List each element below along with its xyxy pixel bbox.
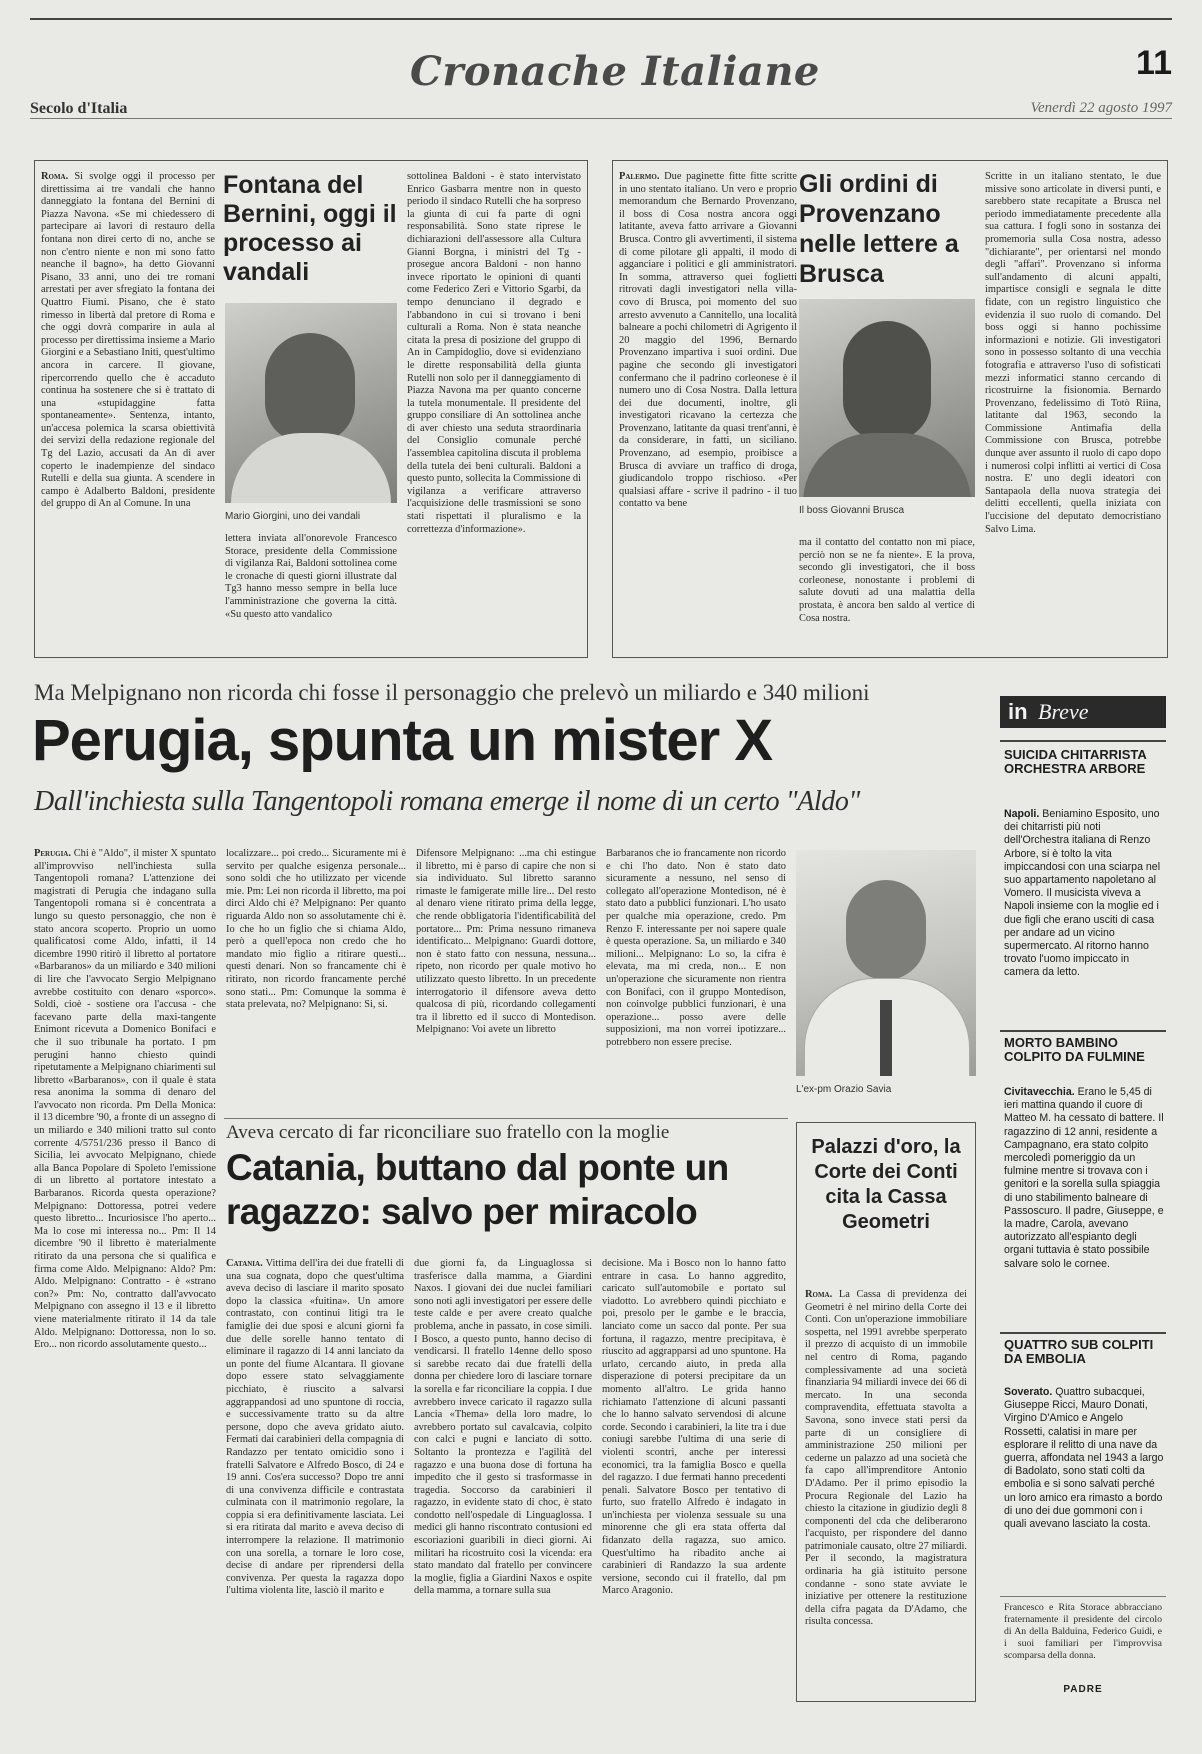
palazzi-col-text: La Cassa di previdenza dei Geometri è nel mirino della Corte dei Conti. Con un'operazione immobiliare sospetta, nel 1991 avrebbe sperperato il prezzo di acquisto di un immobile nel centro di Roma, pagando complessivamente ad una società finanziaria 94 miliardi invece dei 66 di mercato. In una seconda compravendita, effettuata stavolta a Savona, sono invece stati persi da parte di un consigliere di amministrazione 250 milioni per cederne un palazzo ad una società che fa capo all'imprenditore Antonio D'Adamo. Per il primo episodio la Procura Regionale del Lazio ha chiesto la citazione in giudizio degli 8 componenti del cda che deliberarono l'acquisto, per rispondere del danno patrimoniale causato, oltre 27 miliardi. Per il secondo, la magistratura ordinaria ha già istituito persone condanne - sono state avviate le iniziative per ottenere la restituzione della cifra pagata da D'Adamo, che risulta concessa. xyxy=(805,1289,967,1628)
page-header xyxy=(30,18,1172,118)
brief2-text xyxy=(1004,1086,1164,1336)
place-catania: Catania. xyxy=(226,1258,263,1269)
fontana-col1 xyxy=(41,171,215,651)
brief1-body: Beniamino Esposito, uno dei chitarristi più noti dell'Orchestra italiana di Renzo Arbore, si è tolto la vita impiccandosi con una sciarpa nel suo appartamento napoletano al Vomero. Il musicista viveva a Napoli insieme con la moglie ed i due figli che erano usciti di casa per andare ad un vicino supermercato. Al ritorno hanno trovato l'uomo impiccato in camera da letto. xyxy=(1004,808,1161,979)
perugia-col1-text: Chi è "Aldo", il mister X spuntato all'improvviso nell'inchiesta sulla Tangentopoli romana? L'attenzione dei magistrati di Perugia che indagano sulla Tangentopoli romana si è concentrata a lungo su questo personaggio, che non è stato ancora scoperto. Proprio un uomo qualificatosi come Aldo, infatti, il 14 dicembre 1990 ritirò il libretto al portatore «Barbaranos» da un miliardo e 340 milioni di lire che l'avvocato Sergio Melpignano avrebbe costituito con denaro «sporco». Soldi, cioè - sostiene ora l'accusa - che facevano parte della maxi-tangente Enimont ricevuta a Domenico Bonifaci e che il suo tribunale ha portato. I pm perugini hanno chiesto quindi ripetutamente a Melpignano chiarimenti sul libretto «Barbaranos», con il quale è stata resa anonima la somma di denaro del l'avvocato non ricorda. Pm Della Monica: il 13 dicembre '90, a fronte di un assegno di un miliardo e 340 milioni tratto sul conto corrente 4/5751/236 presso il Banco di Sicilia, lei avvocato Melpignano, chiede alla Banca Popolare di Spoleto l'emissione di un libretto al portatore intestato a Barbaranos. Ricorda questa operazione? Melpignano: Dottoressa, potrei vedere questo libretto... Incuriosisce l'ho aperto... Ma lo cose mi interessa no... Pm: Il 14 dicembre '90 il libretto è materialmente ritirato da una persona che si qualifica e firma come Aldo. Melpignano: Aldo? Pm: Aldo. Melpignano: Contratto - è «strano con?» Pm: No, contratto dall'avvocato Melpignano con assegno il 13 e il libretto viene materialmente ritirato il 14 da tale Aldo. Melpignano: Dottoressa, non lo so. Ero... non ricordo assolutamente questo... xyxy=(34,848,216,1351)
provenzano-headline: Gli ordini di Provenzano nelle lettere a Brusca xyxy=(799,170,959,288)
palazzi-headline: Palazzi d'oro, la Corte dei Conti cita la Cassa Geometri xyxy=(811,1136,961,1233)
fontana-col2b-text: lettera inviata all'onorevole Francesco Storace, presidente della Commissione di vigilanza Rai, Baldoni sottolinea come le cronache di questi giorni illustrate dal Tg3 hanno messo sempre in bella luce l'amministrazione che governa la città. «Su questo atto vandalico xyxy=(225,533,397,620)
section-title: Cronache Italiane xyxy=(410,48,820,95)
place-roma: Roma. xyxy=(41,171,69,182)
in-breve-banner xyxy=(1000,696,1166,728)
brief3-body: Quattro subacquei, Giuseppe Ricci, Mauro Donati, Virgino D'Amico e Angelo Rossetti, calatisi in mare per esplorare il relitto di una nave da guerra, affondata nel 1943 a largo di Badolato, sono stati colti da embolia e si sono salvati perché un loro amico era rimasto a bordo di uno dei due gommoni con i quali avevano lasciato la costa. xyxy=(1004,1386,1164,1531)
brief3-text xyxy=(1004,1386,1164,1566)
catania-kicker: Aveva cercato di far riconciliare suo fratello con la moglie xyxy=(226,1122,670,1143)
brief2-body: Erano le 5,45 di ieri mattina quando il cuore di Matteo M. ha cessato di battere. Il ragazzino di 12 anni, residente a Campagnano, era stato colpito mercoledì pomeriggio da un fulmine mentre si trovava con i genitori e la sorella sulla spiaggia di uno stabilimento balneare di Passoscuro. Il padre, Giuseppe, e la madre, Carola, avevano autorizzato all'espianto degli organi tuttavia è stato possibile salvare solo le cornee. xyxy=(1004,1086,1164,1270)
in-breve-title-breve: Breve xyxy=(1038,699,1089,724)
catania-col1 xyxy=(226,1258,404,1698)
perugia-caption: L'ex-pm Orazio Savia xyxy=(796,1084,892,1095)
savia-photo xyxy=(796,850,976,1076)
perugia-col1 xyxy=(34,848,216,1698)
perugia-headline: Perugia, spunta un mister X xyxy=(32,708,773,773)
header-bottom-rule xyxy=(30,118,1172,119)
portrait-silhouette xyxy=(265,333,355,443)
perugia-col3-text: Difensore Melpignano: ...ma chi estingue il libretto, mi è parso di capire che non si sia individuato. Sul libretto saranno rimaste le famigerate mille lire... Del resto al denaro viene ritirato prima della legge, che rende obbligatoria l'identificabilità del portatore... Pm: Prima nessuno rimaneva identificato... Melpignano: Guardi dottore, non è stato fatto con nessuna, nessuna... ripeto, non ricordo per quale motivo ho utilizzato questo libretto. In un precedente interrogatorio il difensore aveva detto qualcosa di più, ricordando collegamenti tra il libretto ed il succo di Montedison. Melpignano: Voi avete un libretto xyxy=(416,848,596,1036)
perugia-kicker: Ma Melpignano non ricorda chi fosse il personaggio che prelevò un miliardo e 340 milioni xyxy=(34,680,870,705)
giorgini-photo xyxy=(225,303,397,503)
condolence-rule xyxy=(1000,1596,1166,1597)
fontana-col2b xyxy=(225,533,397,649)
fontana-col1-text: Si svolge oggi il processo per direttissima ai tre vandali che hanno danneggiato la fontana del Bernini di Piazza Navona. «Se mi chiedessero di partecipare ai lavori di restauro della fontana non direi certo di no, anche se non c'entro niente e non mi sono fatto neanche il bagno», ha detto Giovanni Pisano, 33 anni, uno dei tre romani arrestati per aver sfregiato la fontana dei Quattro Fiumi. Pisano, che è stato rimesso in libertà dal pretore di Roma e che oggi dovrà comparire in aula al processo per direttissima insieme a Mario Giorgini e a Sebastiano Initi, quest'ultimo ancora in carcere. Il giovane, ripercorrendo quello che è accaduto continua ha sostenere che si è trattato di una «stupidaggine fatta spontaneamente». Sentenza, intanto, un'accesa polemica la scarsa obiettività dei servizi della redazione regionale del Tg del Lazio, accusati da An di aver coperto le inadempienze del sindaco Rutelli e della sua giunta. A scendere in campo è Adalberto Baldoni, presidente del gruppo di An al Comune. In una xyxy=(41,171,215,510)
fontana-article-box xyxy=(34,160,588,658)
fontana-col2 xyxy=(407,171,581,651)
palazzi-col xyxy=(805,1289,967,1693)
place-perugia: Perugia. xyxy=(34,848,71,859)
perugia-col2 xyxy=(226,848,406,1093)
newspaper-name: Secolo d'Italia xyxy=(30,100,128,117)
catania-col1-text: Vittima dell'ira dei due fratelli di una sua cognata, dopo che quest'ultima aveva deciso di lasciare il marito sposato dopo la classica «fuitina». Un amore contrastato, con continui litigi tra le famiglie dei due sposi e alcuni giorni fa due delle sorelle hanno tentato di eliminare il ragazzo di 14 anni lanciato da un ponte del fiume Alcantara. Il giovane dopo essere stato selvaggiamente picchiato, è riuscito a salvarsi aggrappandosi ad uno spuntone di roccia, e successivamente tratto su da altre persone, dopo che aveva gridato aiuto. Fermati dai carabinieri della compagnia di Randazzo per tentato omicidio sono i fratelli Salvatore e Alfredo Bosco, di 24 e 19 anni. Cos'era successo? Dopo tre anni di una convivenza difficile e contrastata culminata con il matrimonio regolare, la coppia si era definitivamente lasciata. Lei si era ritirata dal marito e aveva deciso di interrompere la relazione. Il matrimonio con una sorella, a tornare le loro cose, decise di andare per riprendersi della convivenza. Per questa la ragazza dopo l'ultima violenta lite, lasciò il marito e xyxy=(226,1258,404,1597)
brief2-headline: MORTO BAMBINO COLPITO DA FULMINE xyxy=(1004,1035,1145,1064)
brief3-rule xyxy=(1000,1332,1166,1334)
issue-date: Venerdì 22 agosto 1997 xyxy=(1030,100,1172,116)
brief1-rule xyxy=(1000,740,1166,742)
catania-col2-text: due giorni fa, da Linguaglossa si trasferisce dalla mamma, a Giardini Naxos. I giovani dei due nuclei familiari sono noti agli investigatori per essere delle teste calde e per avere creato qualche problema, anche in passato, in cose simili. I Bosco, a questo punto, hanno deciso di vendicarsi. Il fratello 14enne dello sposo si sarebbe recato dai due fratelli della donna per chiedere loro di lasciare tornare la sorella e far riconciliare la coppia. I due avrebbero invece caricato il ragazzo sulla Lancia «Thema» della loro madre, lo avrebbero portato sul cavalcavia, colpito con calci e pugni e lanciato di sotto. Soltanto la prontezza e l'agilità del ragazzo e una buona dose di fortuna ha impedito che il gesto si trasformasse in tragedia. Soccorso da carabinieri il ragazzo, in evidente stato di choc, è stato condotto nell'ospedale di Linguaglossa. I medici gli hanno riscontrato contusioni ed escoriazioni guaribili in dieci giorni. Ai militari ha ricostruito così la vicenda: era stato mandato dal fratello per convincere la moglie, figlia a Giardini Naxos e ospite della mamma, a tornare sulla sua xyxy=(414,1258,592,1597)
brief2-place: Civitavecchia. xyxy=(1004,1086,1075,1098)
fontana-col2-text: sottolinea Baldoni - è stato intervistato Enrico Gasbarra mentre non in questo periodo il sindaco Rutelli che ha sorpreso la giunta di cui fa parte di ogni responsabilità. Sono state riprese le dichiarazioni dell'assessore alla Cultura Gianni Borgna, i ministri del Tg - prosegue ancora Baldoni - non hanno invece riportato le opinioni di quanti come Federico Zeri e Vittorio Sgarbi, da tempo denunciano il degrado e l'abbandono in cui si trovano i beni culturali a Roma. Non è stata neanche citata la presa di posizione del gruppo di An in Campidoglio, dove si evidenziano le dirette responsabilità della giunta Rutelli non solo per il danneggiamento di Piazza Navona ma per quanto concerne la tutela monumentale. Il presidente del gruppo consiliare di An sottolinea anche di aver chiesto una seduta straordinaria del Consiglio comunale perché l'assemblea capitolina discuta il problema della tutela dei beni culturali. Baldoni a questo punto, sollecita la Commissione di vigilanza a verificare attraverso l'acquisizione delle trasmissioni se sono stati rispettati il pluralismo e la correttezza d'informazione». xyxy=(407,171,581,535)
fontana-headline: Fontana del Bernini, oggi il processo ai vandali xyxy=(223,171,397,286)
brief1-headline: SUICIDA CHITARRISTA ORCHESTRA ARBORE xyxy=(1004,747,1147,776)
perugia-col3 xyxy=(416,848,596,1093)
perugia-col4 xyxy=(606,848,786,1093)
condolence-text: Francesco e Rita Storace abbracciano fraternamente il presidente del circolo di An della Balduina, Federico Guidi, e i suoi familiari per l'improvvisa scomparsa della donna. xyxy=(1004,1602,1162,1661)
portrait-shoulders xyxy=(803,433,971,497)
portrait-head xyxy=(846,880,926,980)
portrait-tie xyxy=(880,1000,892,1076)
provenzano-col2 xyxy=(799,537,975,649)
provenzano-caption: Il boss Giovanni Brusca xyxy=(799,505,905,516)
perugia-subheadline: Dall'inchiesta sulla Tangentopoli romana emerge il nome di un certo "Aldo" xyxy=(34,786,860,817)
catania-col3 xyxy=(602,1258,786,1698)
brief2-rule xyxy=(1000,1030,1166,1032)
catania-col2 xyxy=(414,1258,592,1698)
place-palermo: Palermo. xyxy=(619,171,660,182)
provenzano-col1 xyxy=(619,171,797,651)
fontana-caption: Mario Giorgini, uno dei vandali xyxy=(225,511,361,522)
brief1-text xyxy=(1004,808,1164,996)
portrait-silhouette xyxy=(843,321,931,441)
catania-headline: Catania, buttano dal ponte un ragazzo: salvo per miracolo xyxy=(226,1147,729,1232)
perugia-col2-text: localizzare... poi credo... Sicuramente mi è servito per qualche esigenza personale... sono soldi che ho utilizzato per vicende mie. Pm: Lei non ricorda il libretto, ma poi dirci Aldo chi è? Melpignano: Per quanto riguarda Aldo non so assolutamente chi è. Io che ho un figlio che si chiama Aldo, però a quell'epoca non credo che ho mandato mio figlio a ritirare questi... questi denari. Non so francamente chi è ritirato, non ricordo francamente perché sono stati... Pm: Comunque la somma è stata prelevata, no? Melpignano: Si, si. xyxy=(226,848,406,1011)
page-number: 11 xyxy=(1136,44,1172,82)
catania-top-rule xyxy=(224,1118,788,1119)
brusca-photo xyxy=(799,299,975,497)
condolence-word: PADRE xyxy=(1063,1684,1103,1695)
palazzi-article-box xyxy=(796,1122,976,1702)
brief1-place: Napoli. xyxy=(1004,808,1040,820)
header-rule xyxy=(30,18,1172,20)
provenzano-col1-text: Due paginette fitte fitte scritte in uno stentato italiano. Un vero e proprio memorandum che Bernardo Provenzano, il boss di Cosa nostra ancora oggi latitante, aveva fatto arrivare a Giovanni Brusca. Contro gli avvertimenti, il sistema di come pilotare gli appalti, il modo di agganciare i politici e gli amministratori. In somma, attraverso quei foglietti ritrovati dagli investigatori nella villa-covo di Brusca, poi momento del suo arresto avvenuto a Cannitello, una località balneare a pochi chilometri di Agrigento il 20 maggio del 1996, Bernardo Provenzano impartiva i suoi ordini. Due pagine che secondo gli investigatori confermano che il padrino corleonese è il numero uno di Cosa Nostra. Dalla lettura dei due documenti, inoltre, gli investigatori ricavano la certezza che Provenzano, latitante da quasi trent'anni, è da considerare, in fatti, un siciliano. Provenzano, ad esempio, proibisce a Brusca di avviare un traffico di droga, giudicandolo troppo rischioso. «Per qualsiasi affare - scrive il padrino - il tuo contatto va bene xyxy=(619,171,797,510)
provenzano-col3 xyxy=(985,171,1161,651)
brief3-place: Soverato. xyxy=(1004,1386,1053,1398)
in-breve-column xyxy=(1000,696,1166,1706)
in-breve-title-in: in xyxy=(1008,699,1028,724)
portrait-shoulders xyxy=(231,433,391,503)
catania-col3-text: decisione. Ma i Bosco non lo hanno fatto entrare in casa. Lo hanno aggredito, caricato sull'automobile e portato sul viadotto. Lo avrebbero quindi picchiato e poi, presolo per le gambe e le braccia, lanciato come un sacco dal ponte. Per sua fortuna, il ragazzo, mentre precipitava, è riuscito ad aggrapparsi ad uno spuntone. Ha urlato, cercando aiuto, in preda alla disperazione di potersi precipitare da un momento all'altro. Le grida hanno richiamato l'attenzione di alcuni passanti che lo hanno salvato servendosi di alcune corde. Secondo i carabinieri, la lite tra i due coniugi sarebbe l'ultima di una serie di violenti scontri, anche per interessi economici, tra la famiglia Bosco e quella del ragazzo. I due fermati hanno precedenti penali. Salvatore Bosco per tentativo di furto, suo fratello Alfredo è indagato in un'inchiesta per violenza sessuale su una minorenne che gli era stata offerta dal fidanzato della ragazza, suo amico. Quest'ultimo ha ribadito anche ai carabinieri di Randazzo la sua ardente versione, secondo cui il fratello, dal pm Marco Aragonio. xyxy=(602,1258,786,1597)
provenzano-article-box xyxy=(612,160,1168,658)
provenzano-col2-text: ma il contatto del contatto non mi piace, perciò non se ne fa niente». E la prova, secondo gli investigatori, che il boss corleonese, nonostante i problemi di salute dovuti ad una malattia della prostata, è ancora ben saldo al vertice di Cosa nostra. xyxy=(799,537,975,624)
brief3-headline: QUATTRO SUB COLPITI DA EMBOLIA xyxy=(1004,1337,1154,1366)
provenzano-col3-text: Scritte in un italiano stentato, le due missive sono articolate in diversi punti, e sarebbero state recapitate a Brusca nel periodo immediatamente precedente alla sua cattura. I fogli sono in sostanza dei promemoria sulla Cosa nostra, adesso "dichiarante", per orientarsi nel mondo degli "affari". Provenzano si informa sull'andamento di alcuni appalti, impartisce consigli e segnala le ditte fidate, con un registro linguistico che evidenzia il suo ruolo di comando. Del boss oggi si hanno pochissime informazioni e notizie. Gli investigatori sono in possesso soltanto di una vecchia fotografia e attraverso l'uso di sofisticati mezzi informatici stanno cercando di ricostruirne la fisionomia. Bernardo Provenzano, fedelissimo di Totò Riina, latitante dal 1963, secondo la Commissione Antimafia della Commissione con Brusca, potrebbe dunque aver assunto il ruolo di capo dopo i numerosi colpi inflitti ai vertici di Cosa nostra. E' uno degli ideatori con Santapaola della nuova strategia dei delitti eccellenti, quella iniziata con l'uccisione del deputato democristiano Salvo Lima. xyxy=(985,171,1161,535)
perugia-col4-text: Barbaranos che io francamente non ricordo e chi l'ho dato. Non è stato dato sicuramente a nessuno, nel senso di collegato all'operazione Montedison, né è stato dato a pubblici funzionari. L'ho usato per qualche mia operazione, credo. Pm Renzo F. interessante per noi sapere quale è questa operazione. Sa, un miliardo e 340 milioni... Melpignano: Lo so, la cifra è elevata, ma mi creda, non... E non un'operazione che sicuramente non rientra con Bonifaci, con il gruppo Montedison, non coinvolge pubblici funzionari, è una operazione... posso avere delle supposizioni, ma non vorrei ipotizzare... potrebbero non essere precise. xyxy=(606,848,786,1048)
place-roma-palazzi: Roma. xyxy=(805,1289,833,1300)
